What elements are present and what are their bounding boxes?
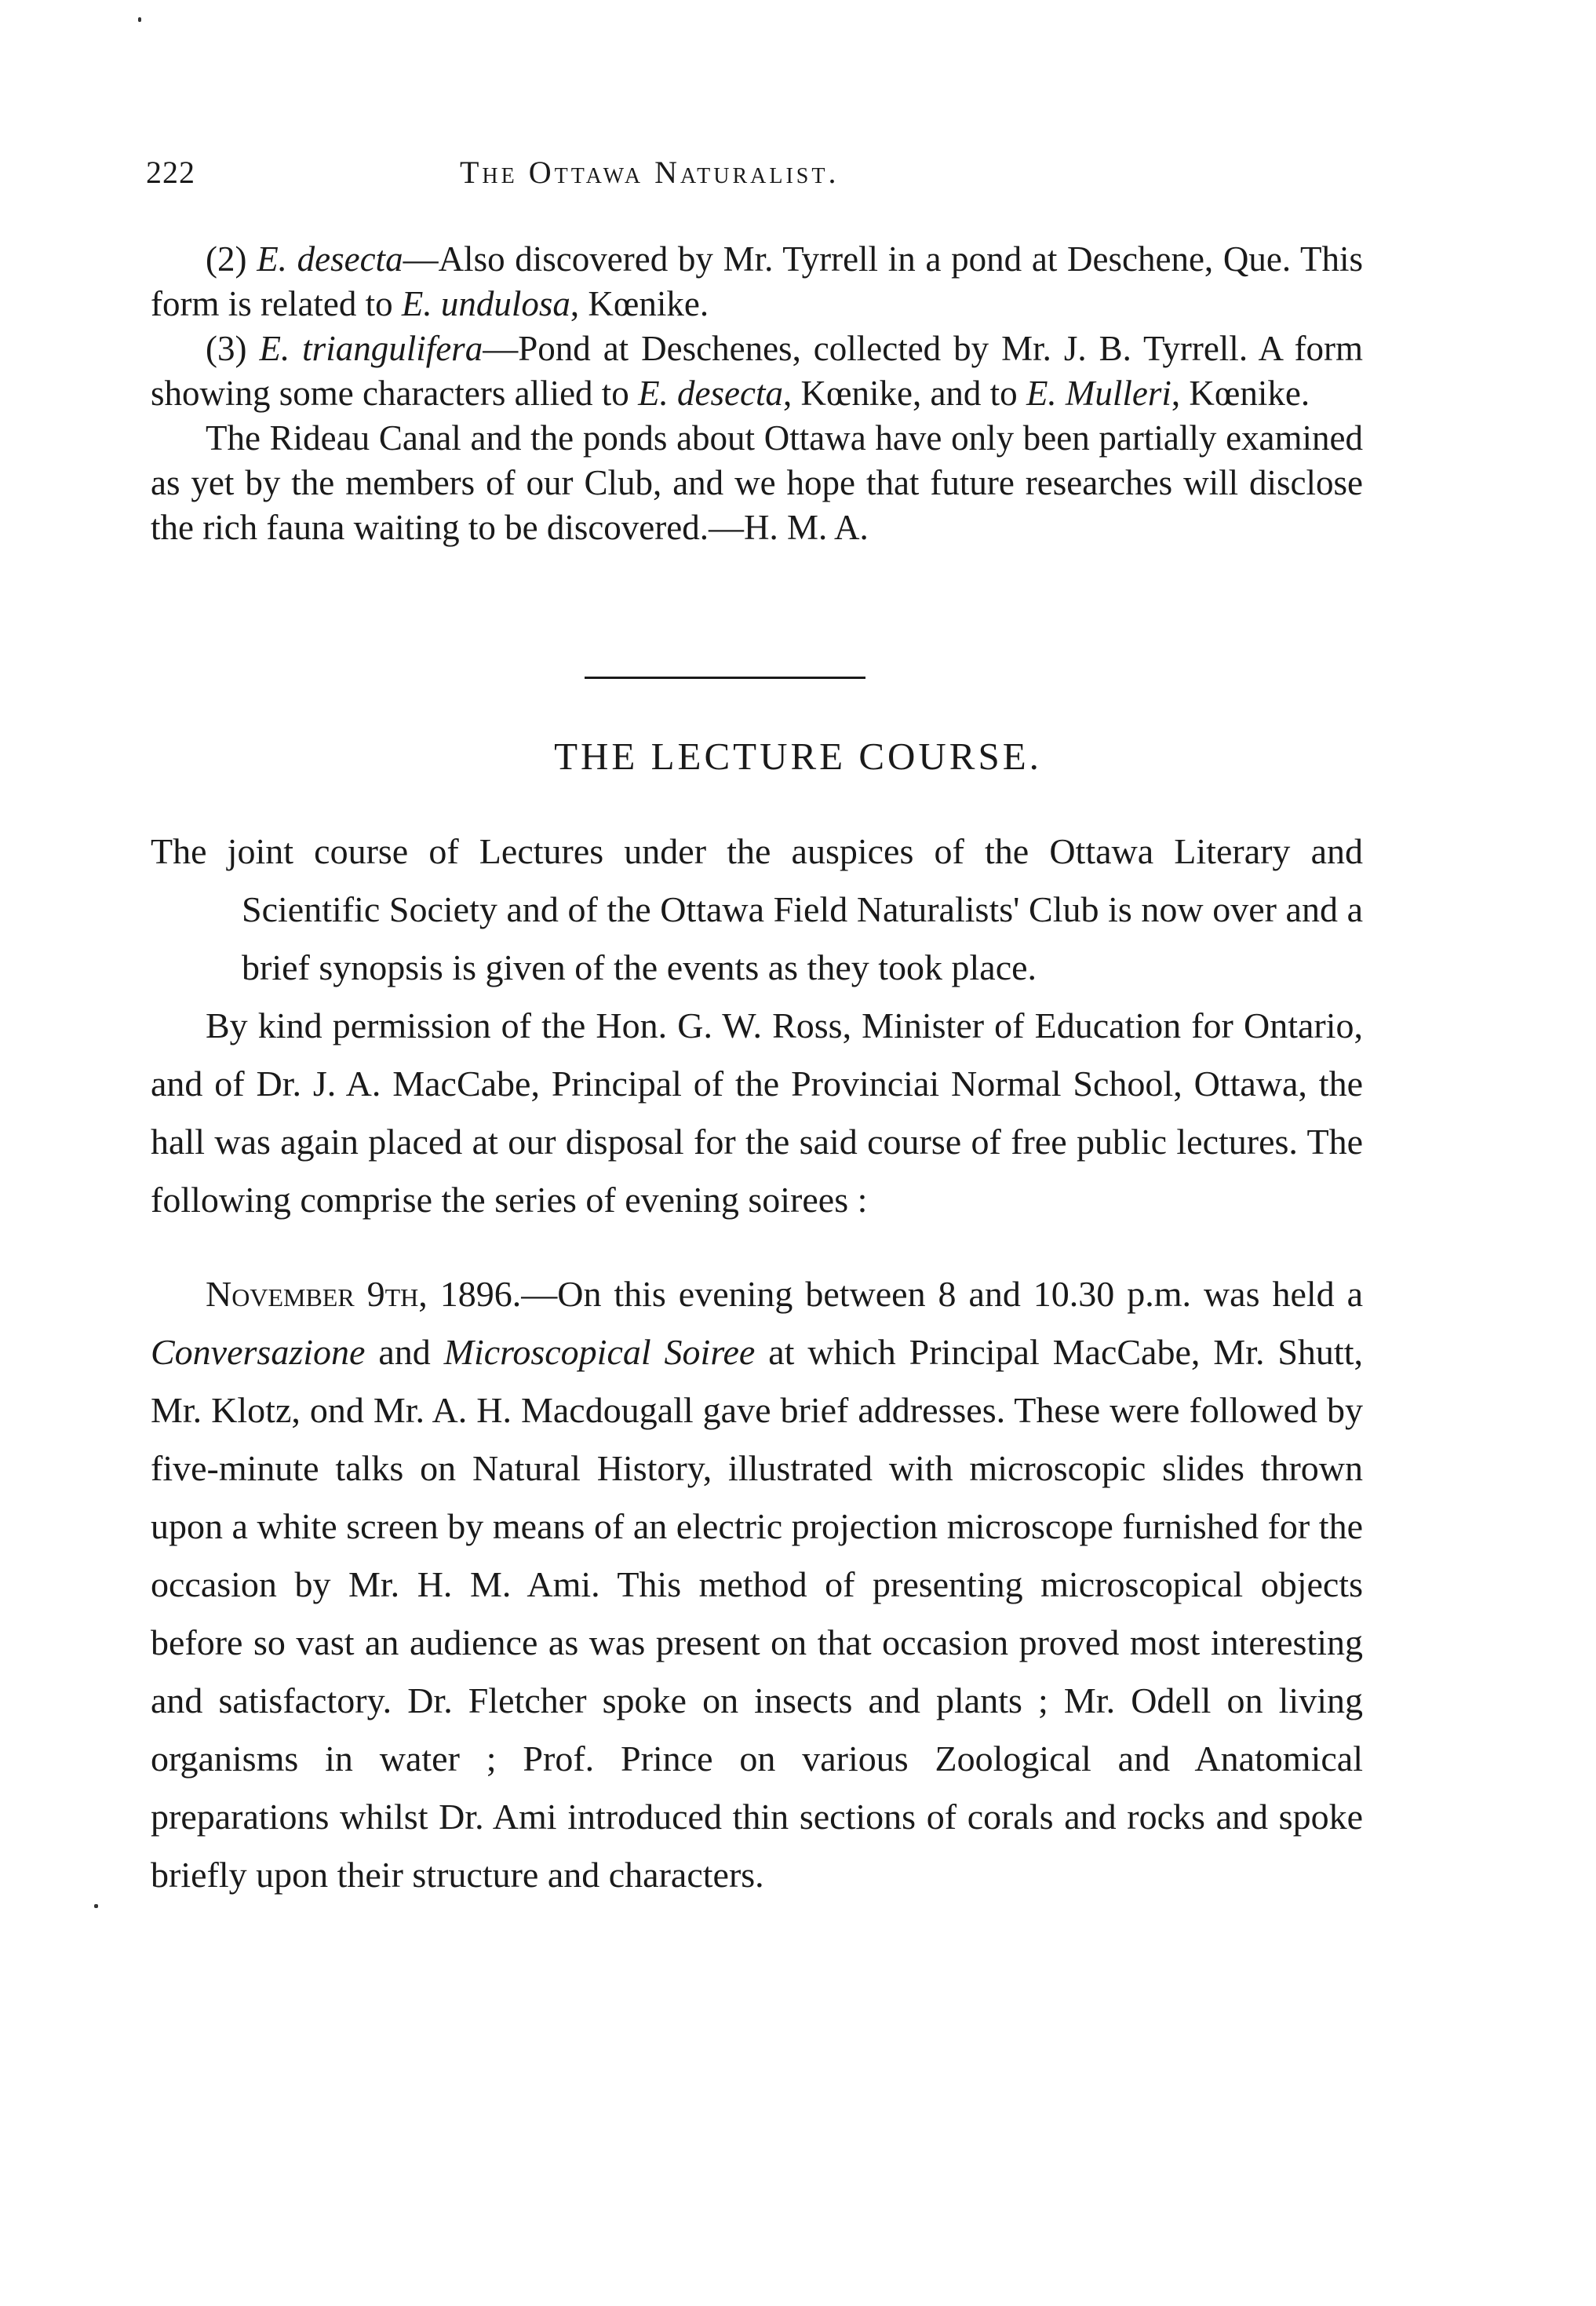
page-header (146, 154, 1362, 201)
running-title: The Ottawa Naturalist. (460, 155, 840, 190)
intro-paragraph: The joint course of Lectures under the auspices of the Ottawa Literary and Scientific Society and of the Ottawa Field Naturalists' Club is now over and a brief synopsis is given of the events as they took place. (151, 831, 1363, 987)
note-item-3: (3) E. triangulifera—Pond at Deschenes, collected by Mr. J. B. Tyrrell. A form showing some characters allied to E. desecta, Kœnike, and to E. Mulleri, Kœnike. (151, 329, 1364, 413)
permission-paragraph: By kind permission of the Hon. G. W. Ross, Minister of Education for Ontario, and of Dr. J. A. MacCabe, Principal of the Provinciai Normal School, Ottawa, the hall was again placed at our disposal for the said course of free public lectures. The following comprise the series of evening soirees : (151, 1005, 1363, 1220)
section-divider (585, 677, 865, 679)
page-number: 222 (146, 155, 195, 190)
print-speck (138, 17, 141, 22)
note-item-2: (2) E. desecta—Also discovered by Mr. Tyrrell in a pond at Deschene, Que. This form is related to E. undulosa, Kœnike. (151, 239, 1363, 323)
section-title: THE LECTURE COURSE. (554, 735, 1042, 778)
event-name: Conversazione (151, 1332, 366, 1372)
species-notes (151, 237, 1363, 550)
closing-paragraph: The Rideau Canal and the ponds about Ottawa have only been partially examined as yet by the members of our Club, and we hope that future researches will disclose the rich fauna waiting to be discovered.—H. M. A. (151, 418, 1363, 547)
print-speck (94, 1904, 98, 1908)
entry-date: November 9th, (206, 1274, 428, 1314)
lecture-entry: November 9th, 1896.—On this evening between 8 and 10.30 p.m. was held a Conversazione and Microscopical Soiree at which Principal MacCabe, Mr. Shutt, Mr. Klotz, ond Mr. A. H. Macdougall gave brief addresses. These were followed by five-minute talks on Natural History, illustrated with microscopic slides thrown upon a white screen by means of an electric projection microscope furnished for the occasion by Mr. H. M. Ami. This method of presenting microscopical objects before so vast an audience as was present on that occasion proved most interesting and satisfactory. Dr. Fletcher spoke on insects and plants ; Mr. Odell on living organisms in water ; Prof. Prince on various Zoological and Anatomical preparations whilst Dr. Ami introduced thin sections of corals and rocks and spoke briefly upon their structure and characters. (151, 1274, 1363, 1895)
lecture-section (151, 823, 1363, 1904)
event-name: Microscopical Soiree (443, 1332, 756, 1372)
